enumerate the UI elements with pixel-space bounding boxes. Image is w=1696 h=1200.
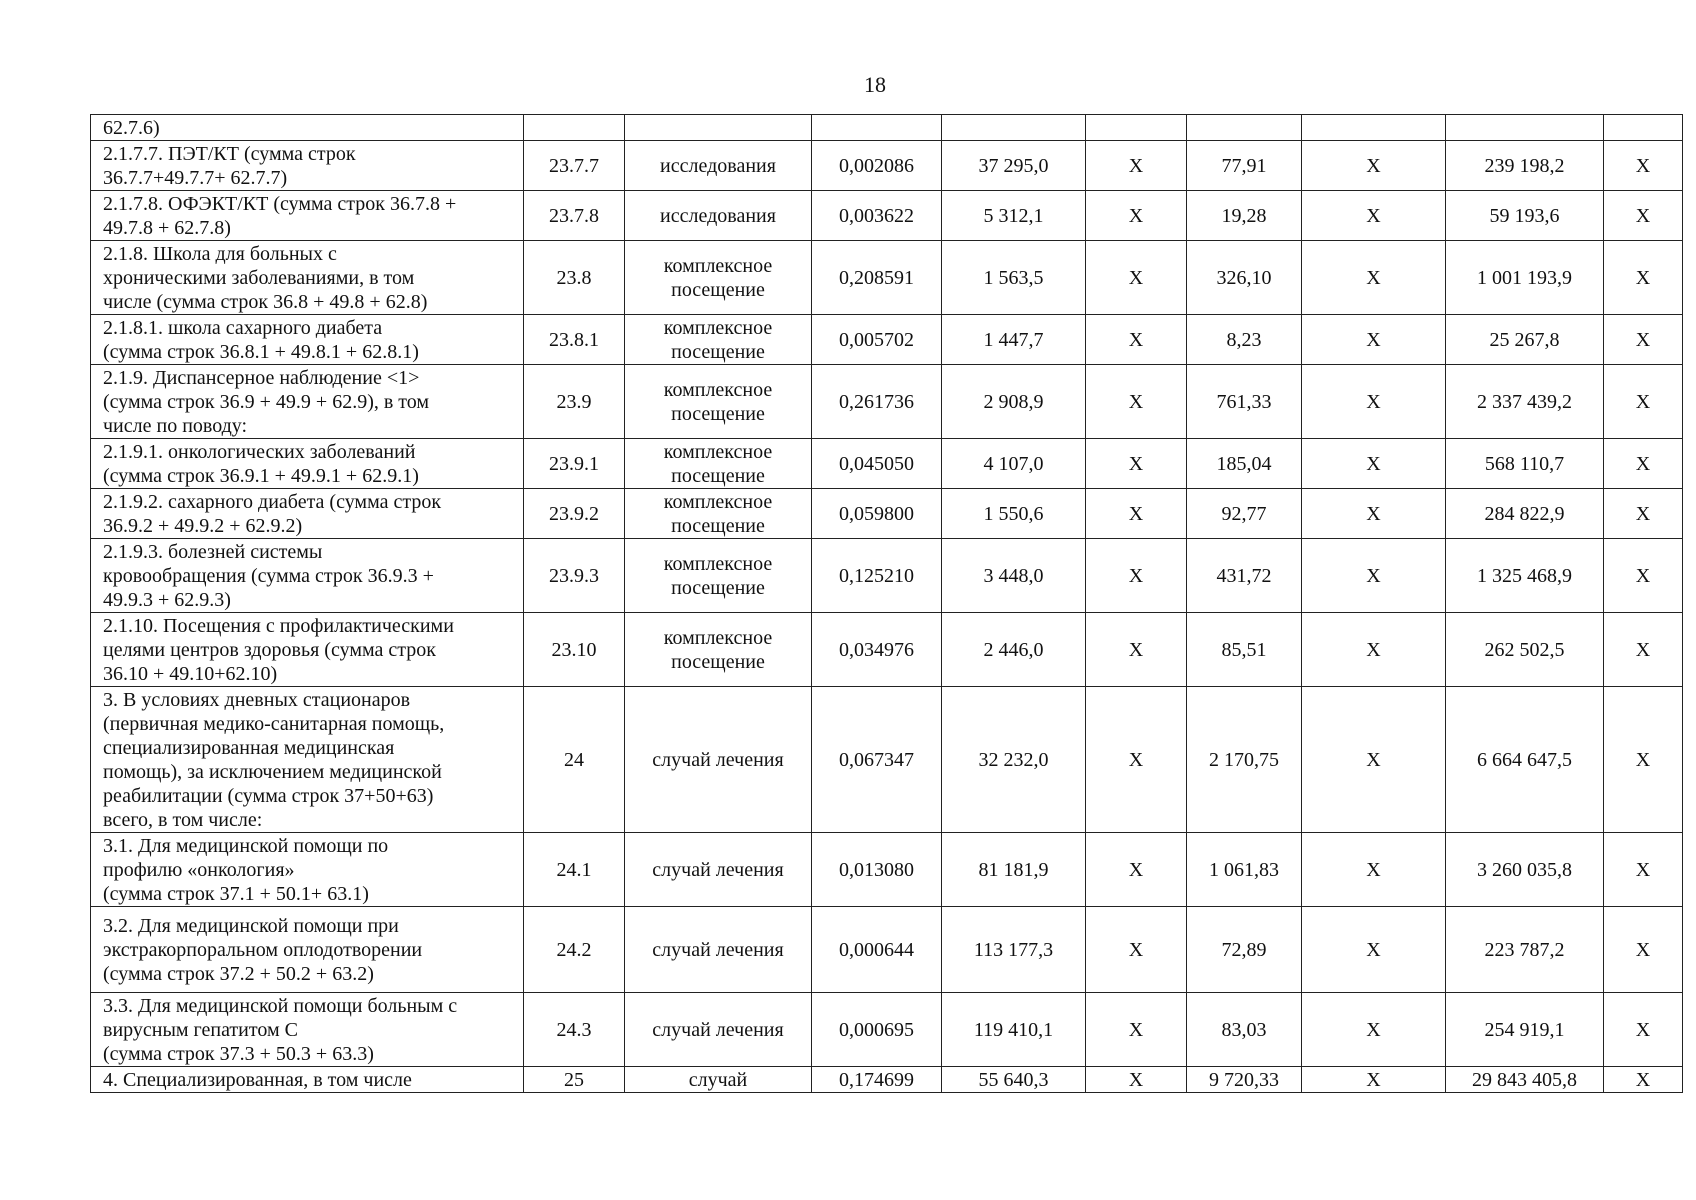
row-col9-cell: 223 787,2 — [1446, 907, 1604, 993]
row-col6-cell: Х — [1086, 489, 1187, 539]
row-col7-cell: 85,51 — [1187, 613, 1302, 687]
row-col9-cell: 239 198,2 — [1446, 141, 1604, 191]
row-name-cell: 2.1.9.2. сахарного диабета (сумма строк 36.9.2 + 49.9.2 + 62.9.2) — [91, 489, 524, 539]
row-norm-cell: 0,034976 — [812, 613, 942, 687]
row-norm-cell: 0,000644 — [812, 907, 942, 993]
row-code-cell: 24 — [524, 687, 625, 833]
row-col7-cell: 326,10 — [1187, 241, 1302, 315]
table-row — [91, 191, 1683, 241]
row-col7-cell: 92,77 — [1187, 489, 1302, 539]
row-name-cell: 2.1.9.1. онкологических заболеваний (сумма строк 36.9.1 + 49.9.1 + 62.9.1) — [91, 439, 524, 489]
row-unit-cell: комплексное посещение — [625, 539, 812, 613]
row-cost-cell: 5 312,1 — [942, 191, 1086, 241]
row-norm-cell: 0,005702 — [812, 315, 942, 365]
row-col9-cell: 6 664 647,5 — [1446, 687, 1604, 833]
row-col10-cell: Х — [1604, 833, 1683, 907]
row-col10-cell: Х — [1604, 439, 1683, 489]
row-col8-cell: Х — [1302, 539, 1446, 613]
table-row — [91, 1067, 1683, 1093]
row-col7-cell: 77,91 — [1187, 141, 1302, 191]
row-cost-cell: 2 446,0 — [942, 613, 1086, 687]
table-row — [91, 907, 1683, 993]
row-code-cell: 23.8.1 — [524, 315, 625, 365]
row-code-cell: 23.9.3 — [524, 539, 625, 613]
row-cost-cell: 81 181,9 — [942, 833, 1086, 907]
row-col9-cell: 3 260 035,8 — [1446, 833, 1604, 907]
row-norm-cell: 0,174699 — [812, 1067, 942, 1093]
row-norm-cell: 0,208591 — [812, 241, 942, 315]
row-code-cell: 23.9 — [524, 365, 625, 439]
row-col9-cell: 1 325 468,9 — [1446, 539, 1604, 613]
row-col8-cell: Х — [1302, 365, 1446, 439]
row-col8-cell: Х — [1302, 315, 1446, 365]
row-col6-cell: Х — [1086, 539, 1187, 613]
row-col7-cell: 9 720,33 — [1187, 1067, 1302, 1093]
row-unit-cell: случай — [625, 1067, 812, 1093]
row-col7-cell: 19,28 — [1187, 191, 1302, 241]
page-number: 18 — [864, 72, 886, 97]
row-unit-cell: комплексное посещение — [625, 439, 812, 489]
row-cost-cell: 55 640,3 — [942, 1067, 1086, 1093]
row-col7-cell: 8,23 — [1187, 315, 1302, 365]
row-name-cell: 62.7.6) — [91, 115, 524, 141]
row-cost-cell: 1 447,7 — [942, 315, 1086, 365]
row-unit-cell: комплексное посещение — [625, 365, 812, 439]
row-cost-cell: 4 107,0 — [942, 439, 1086, 489]
row-name-cell: 4. Специализированная, в том числе — [91, 1067, 524, 1093]
row-name-cell: 3.3. Для медицинской помощи больным с вирусным гепатитом С (сумма строк 37.3 + 50.3 + 63.3) — [91, 993, 524, 1067]
row-code-cell: 23.7.7 — [524, 141, 625, 191]
row-name-cell: 2.1.9. Диспансерное наблюдение <1> (сумма строк 36.9 + 49.9 + 62.9), в том числе по поводу: — [91, 365, 524, 439]
row-cost-cell: 113 177,3 — [942, 907, 1086, 993]
row-name-cell: 2.1.7.8. ОФЭКТ/КТ (сумма строк 36.7.8 + 49.7.8 + 62.7.8) — [91, 191, 524, 241]
row-code-cell: 23.10 — [524, 613, 625, 687]
row-norm-cell: 0,003622 — [812, 191, 942, 241]
row-col9-cell: 254 919,1 — [1446, 993, 1604, 1067]
row-code-cell: 23.9.1 — [524, 439, 625, 489]
row-code-cell: 24.3 — [524, 993, 625, 1067]
data-table — [90, 114, 1683, 1093]
row-col6-cell: Х — [1086, 241, 1187, 315]
row-col8-cell: Х — [1302, 489, 1446, 539]
row-col7-cell: 2 170,75 — [1187, 687, 1302, 833]
row-norm-cell: 0,067347 — [812, 687, 942, 833]
row-col9-cell: 25 267,8 — [1446, 315, 1604, 365]
row-col9-cell — [1446, 115, 1604, 141]
row-code-cell: 24.1 — [524, 833, 625, 907]
row-unit-cell: комплексное посещение — [625, 613, 812, 687]
row-col10-cell: Х — [1604, 539, 1683, 613]
row-norm-cell: 0,000695 — [812, 993, 942, 1067]
table-row — [91, 489, 1683, 539]
table-row — [91, 993, 1683, 1067]
row-name-cell: 3.2. Для медицинской помощи при экстракорпоральном оплодотворении (сумма строк 37.2 + 50.2 + 63.2) — [91, 907, 524, 993]
row-col9-cell: 284 822,9 — [1446, 489, 1604, 539]
row-col10-cell — [1604, 115, 1683, 141]
row-col6-cell: Х — [1086, 315, 1187, 365]
row-col10-cell: Х — [1604, 1067, 1683, 1093]
row-cost-cell: 2 908,9 — [942, 365, 1086, 439]
row-name-cell: 3.1. Для медицинской помощи по профилю «онкология» (сумма строк 37.1 + 50.1+ 63.1) — [91, 833, 524, 907]
row-col7-cell: 431,72 — [1187, 539, 1302, 613]
table-row — [91, 241, 1683, 315]
row-name-cell: 2.1.9.3. болезней системы кровообращения (сумма строк 36.9.3 + 49.9.3 + 62.9.3) — [91, 539, 524, 613]
row-col10-cell: Х — [1604, 315, 1683, 365]
row-unit-cell: комплексное посещение — [625, 241, 812, 315]
row-code-cell — [524, 115, 625, 141]
row-col10-cell: Х — [1604, 907, 1683, 993]
row-unit-cell: случай лечения — [625, 907, 812, 993]
row-col9-cell: 2 337 439,2 — [1446, 365, 1604, 439]
row-unit-cell: комплексное посещение — [625, 315, 812, 365]
row-col6-cell: Х — [1086, 687, 1187, 833]
table-row — [91, 439, 1683, 489]
row-col8-cell: Х — [1302, 833, 1446, 907]
row-code-cell: 25 — [524, 1067, 625, 1093]
row-cost-cell: 119 410,1 — [942, 993, 1086, 1067]
row-unit-cell: исследования — [625, 141, 812, 191]
row-col6-cell: Х — [1086, 1067, 1187, 1093]
table-row — [91, 315, 1683, 365]
row-col8-cell: Х — [1302, 241, 1446, 315]
row-norm-cell: 0,059800 — [812, 489, 942, 539]
row-name-cell: 2.1.8.1. школа сахарного диабета (сумма строк 36.8.1 + 49.8.1 + 62.8.1) — [91, 315, 524, 365]
row-norm-cell — [812, 115, 942, 141]
row-col10-cell: Х — [1604, 141, 1683, 191]
table-row — [91, 833, 1683, 907]
row-norm-cell: 0,261736 — [812, 365, 942, 439]
row-col6-cell: Х — [1086, 439, 1187, 489]
table-row — [91, 687, 1683, 833]
row-col10-cell: Х — [1604, 687, 1683, 833]
row-col6-cell: Х — [1086, 141, 1187, 191]
row-name-cell: 2.1.7.7. ПЭТ/КТ (сумма строк 36.7.7+49.7.7+ 62.7.7) — [91, 141, 524, 191]
row-code-cell: 23.7.8 — [524, 191, 625, 241]
row-unit-cell: случай лечения — [625, 833, 812, 907]
row-col10-cell: Х — [1604, 489, 1683, 539]
row-cost-cell: 32 232,0 — [942, 687, 1086, 833]
row-name-cell: 3. В условиях дневных стационаров (первичная медико-санитарная помощь, специализированная медицинская помощь), за исключением медицинской реабилитации (сумма строк 37+50+63) всего, в том числе: — [91, 687, 524, 833]
row-col7-cell: 185,04 — [1187, 439, 1302, 489]
row-norm-cell: 0,125210 — [812, 539, 942, 613]
row-code-cell: 23.8 — [524, 241, 625, 315]
row-col6-cell: Х — [1086, 993, 1187, 1067]
row-col6-cell: Х — [1086, 833, 1187, 907]
row-cost-cell — [942, 115, 1086, 141]
table-row — [91, 365, 1683, 439]
table-row — [91, 539, 1683, 613]
row-name-cell: 2.1.10. Посещения с профилактическими целями центров здоровья (сумма строк 36.10 + 49.10+62.10) — [91, 613, 524, 687]
row-col8-cell: Х — [1302, 191, 1446, 241]
row-col9-cell: 59 193,6 — [1446, 191, 1604, 241]
row-cost-cell: 37 295,0 — [942, 141, 1086, 191]
row-col8-cell: Х — [1302, 613, 1446, 687]
row-col9-cell: 262 502,5 — [1446, 613, 1604, 687]
row-col6-cell: Х — [1086, 907, 1187, 993]
row-col8-cell: Х — [1302, 687, 1446, 833]
row-col6-cell: Х — [1086, 365, 1187, 439]
table-row — [91, 141, 1683, 191]
row-col6-cell: Х — [1086, 191, 1187, 241]
row-col10-cell: Х — [1604, 613, 1683, 687]
row-col10-cell: Х — [1604, 241, 1683, 315]
row-col10-cell: Х — [1604, 191, 1683, 241]
row-cost-cell: 1 563,5 — [942, 241, 1086, 315]
row-code-cell: 24.2 — [524, 907, 625, 993]
row-unit-cell: случай лечения — [625, 687, 812, 833]
row-col9-cell: 29 843 405,8 — [1446, 1067, 1604, 1093]
row-col7-cell: 83,03 — [1187, 993, 1302, 1067]
table-row — [91, 115, 1683, 141]
row-col8-cell: Х — [1302, 1067, 1446, 1093]
row-col7-cell: 72,89 — [1187, 907, 1302, 993]
row-col8-cell: Х — [1302, 141, 1446, 191]
row-code-cell: 23.9.2 — [524, 489, 625, 539]
row-col8-cell — [1302, 115, 1446, 141]
row-name-cell: 2.1.8. Школа для больных с хроническими заболеваниями, в том числе (сумма строк 36.8 + 49.8 + 62.8) — [91, 241, 524, 315]
row-col7-cell — [1187, 115, 1302, 141]
row-unit-cell — [625, 115, 812, 141]
row-unit-cell: случай лечения — [625, 993, 812, 1067]
row-col6-cell — [1086, 115, 1187, 141]
row-col7-cell: 1 061,83 — [1187, 833, 1302, 907]
row-unit-cell: исследования — [625, 191, 812, 241]
row-norm-cell: 0,002086 — [812, 141, 942, 191]
row-col9-cell: 1 001 193,9 — [1446, 241, 1604, 315]
row-col8-cell: Х — [1302, 907, 1446, 993]
row-cost-cell: 1 550,6 — [942, 489, 1086, 539]
row-col9-cell: 568 110,7 — [1446, 439, 1604, 489]
row-col10-cell: Х — [1604, 365, 1683, 439]
row-col6-cell: Х — [1086, 613, 1187, 687]
row-unit-cell: комплексное посещение — [625, 489, 812, 539]
row-col10-cell: Х — [1604, 993, 1683, 1067]
row-col8-cell: Х — [1302, 439, 1446, 489]
row-col8-cell: Х — [1302, 993, 1446, 1067]
table-row — [91, 613, 1683, 687]
row-col7-cell: 761,33 — [1187, 365, 1302, 439]
row-cost-cell: 3 448,0 — [942, 539, 1086, 613]
row-norm-cell: 0,045050 — [812, 439, 942, 489]
row-norm-cell: 0,013080 — [812, 833, 942, 907]
